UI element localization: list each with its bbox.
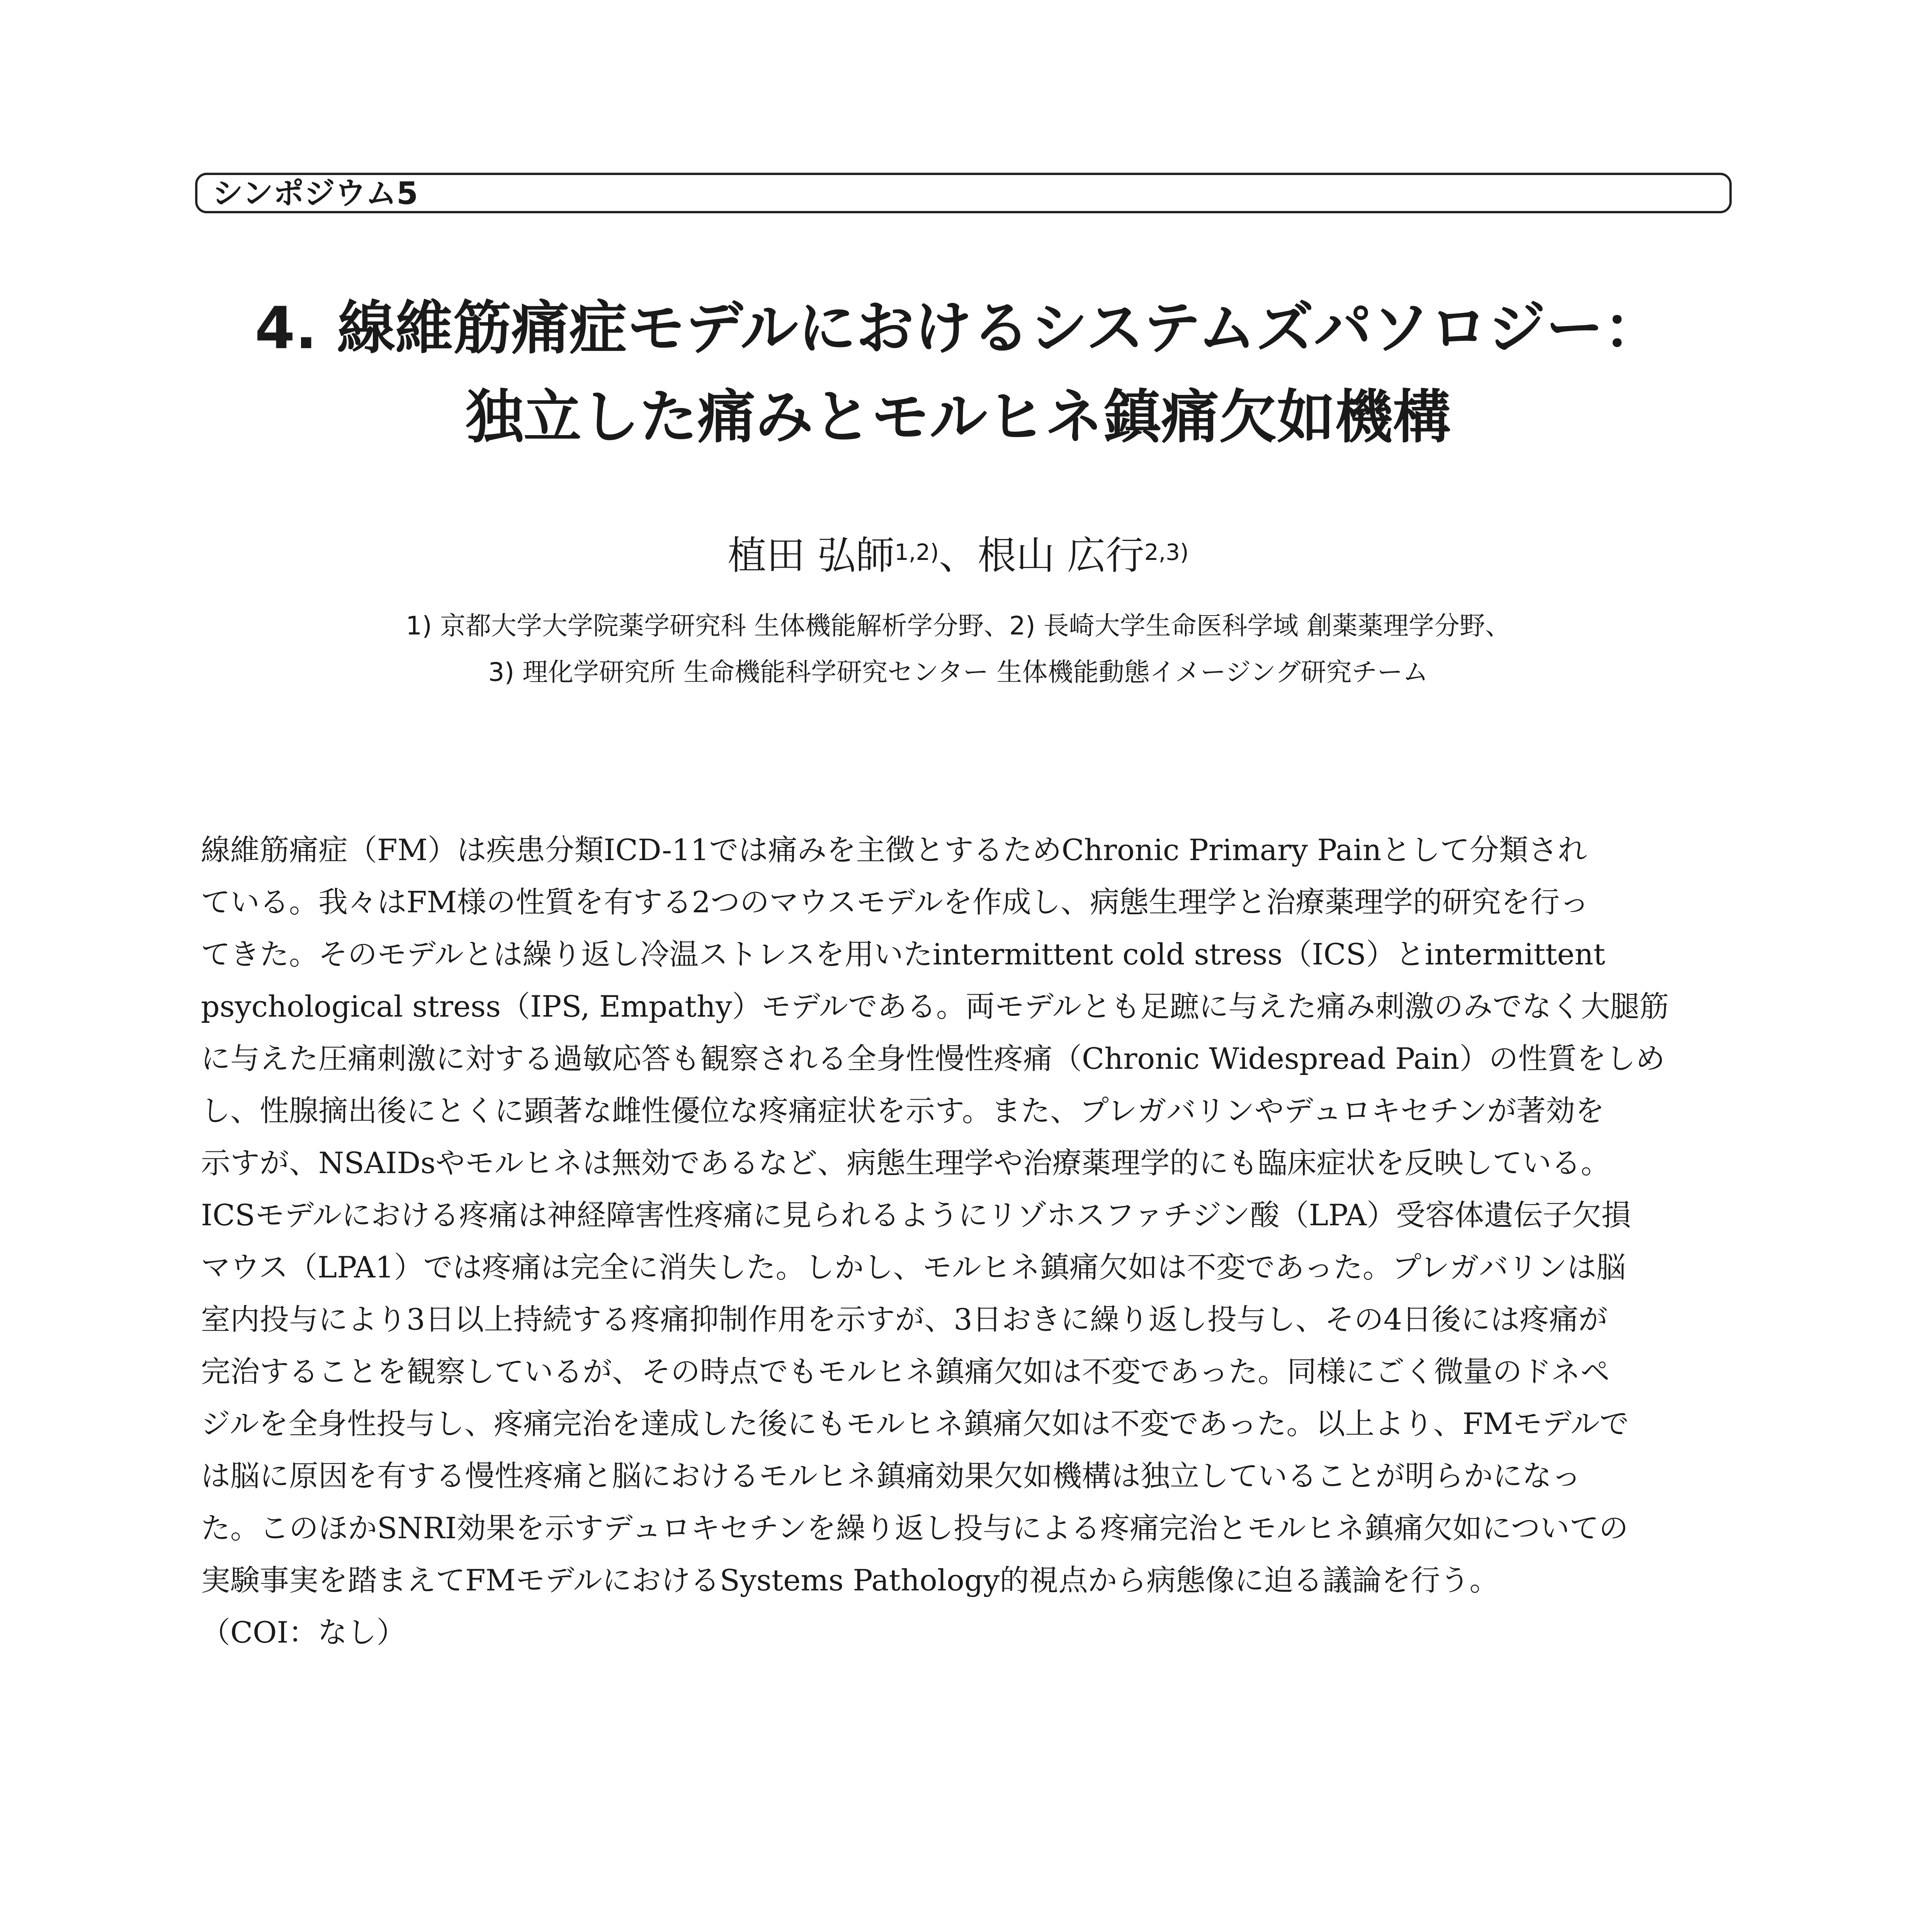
abstract-line: し、性腺摘出後にとくに顕著な雌性優位な疼痛症状を示す。また、プレガバリンやデュロキセチンが著効を — [201, 1094, 1605, 1128]
affiliation-marks: 2,3) — [1144, 539, 1189, 565]
abstract-line: は脳に原因を有する慢性疼痛と脳におけるモルヒネ鎮痛効果欠如機構は独立していることが明らかになっ — [201, 1459, 1581, 1493]
affiliation-line-1: 1) 京都大学大学院薬学研究科 生体機能解析学分野、2) 長崎大学生命医科学域 創薬薬理学分野、 — [406, 611, 1511, 641]
abstract-line: ICSモデルにおける疼痛は神経障害性疼痛に見られるようにリゾホスファチジン酸（LPA）受容体遺伝子欠損 — [201, 1198, 1631, 1232]
author-name: 植田 弘師 — [728, 533, 895, 578]
abstract-line: 線維筋痛症（FM）は疾患分類ICD-11では痛みを主徴とするためChronic Primary Painとして分類され — [201, 833, 1587, 867]
abstract-line: 完治することを観察しているが、その時点でもモルヒネ鎮痛欠如は不変であった。同様にごく微量のドネペ — [201, 1354, 1610, 1389]
title-line-2: 独立した痛みとモルヒネ鎮痛欠如機構 — [465, 384, 1451, 451]
section-banner — [195, 173, 1732, 213]
author-separator: 、 — [939, 533, 978, 578]
author-name: 根山 広行 — [978, 533, 1144, 578]
abstract-line: 示すが、NSAIDsやモルヒネは無効であるなど、病態生理学や治療薬理学的にも臨床症状を反映している。 — [201, 1146, 1610, 1180]
abstract-line: psychological stress（IPS, Empathy）モデルである。両モデルとも足蹠に与えた痛み刺激のみでなく大腿筋 — [201, 989, 1669, 1024]
abstract-line: に与えた圧痛刺激に対する過敏応答も観察される全身性慢性疼痛（Chronic Widespread Pain）の性質をしめ — [201, 1041, 1665, 1076]
section-label: シンポジウム5 — [212, 175, 418, 211]
abstract-line: 実験事実を踏まえてFMモデルにおけるSystems Pathology的視点から病態像に迫る議論を行う。 — [201, 1563, 1499, 1597]
abstract-line: 室内投与により3日以上持続する疼痛抑制作用を示すが、3日おきに繰り返し投与し、その4日後には疼痛が — [201, 1302, 1608, 1337]
author-list — [185, 531, 1731, 580]
abstract-line: ジルを全身性投与し、疼痛完治を達成した後にもモルヒネ鎮痛欠如は不変であった。以上より、FMモデルで — [201, 1406, 1629, 1441]
abstract-line: てきた。そのモデルとは繰り返し冷温ストレスを用いたintermittent cold stress（ICS）とintermittent — [201, 937, 1605, 971]
abstract-line: た。このほかSNRI効果を示すデュロキセチンを繰り返し投与による疼痛完治とモルヒネ鎮痛欠如についての — [201, 1511, 1629, 1545]
coi-statement: （COI：なし） — [201, 1615, 406, 1650]
title-line-1: 4. 線維筋痛症モデルにおけるシステムズパソロジー： — [255, 295, 1662, 362]
affiliation-line-2: 3) 理化学研究所 生命機能科学研究センター 生体機能動態イメージング研究チーム — [488, 657, 1428, 687]
affiliation-marks: 1,2) — [894, 539, 939, 565]
abstract-line: マウス（LPA1）では疼痛は完全に消失した。しかし、モルヒネ鎮痛欠如は不変であった。プレガバリンは脳 — [201, 1250, 1626, 1284]
abstract-line: ている。我々はFM様の性質を有する2つのマウスモデルを作成し、病態生理学と治療薬理学的研究を行っ — [201, 885, 1589, 919]
